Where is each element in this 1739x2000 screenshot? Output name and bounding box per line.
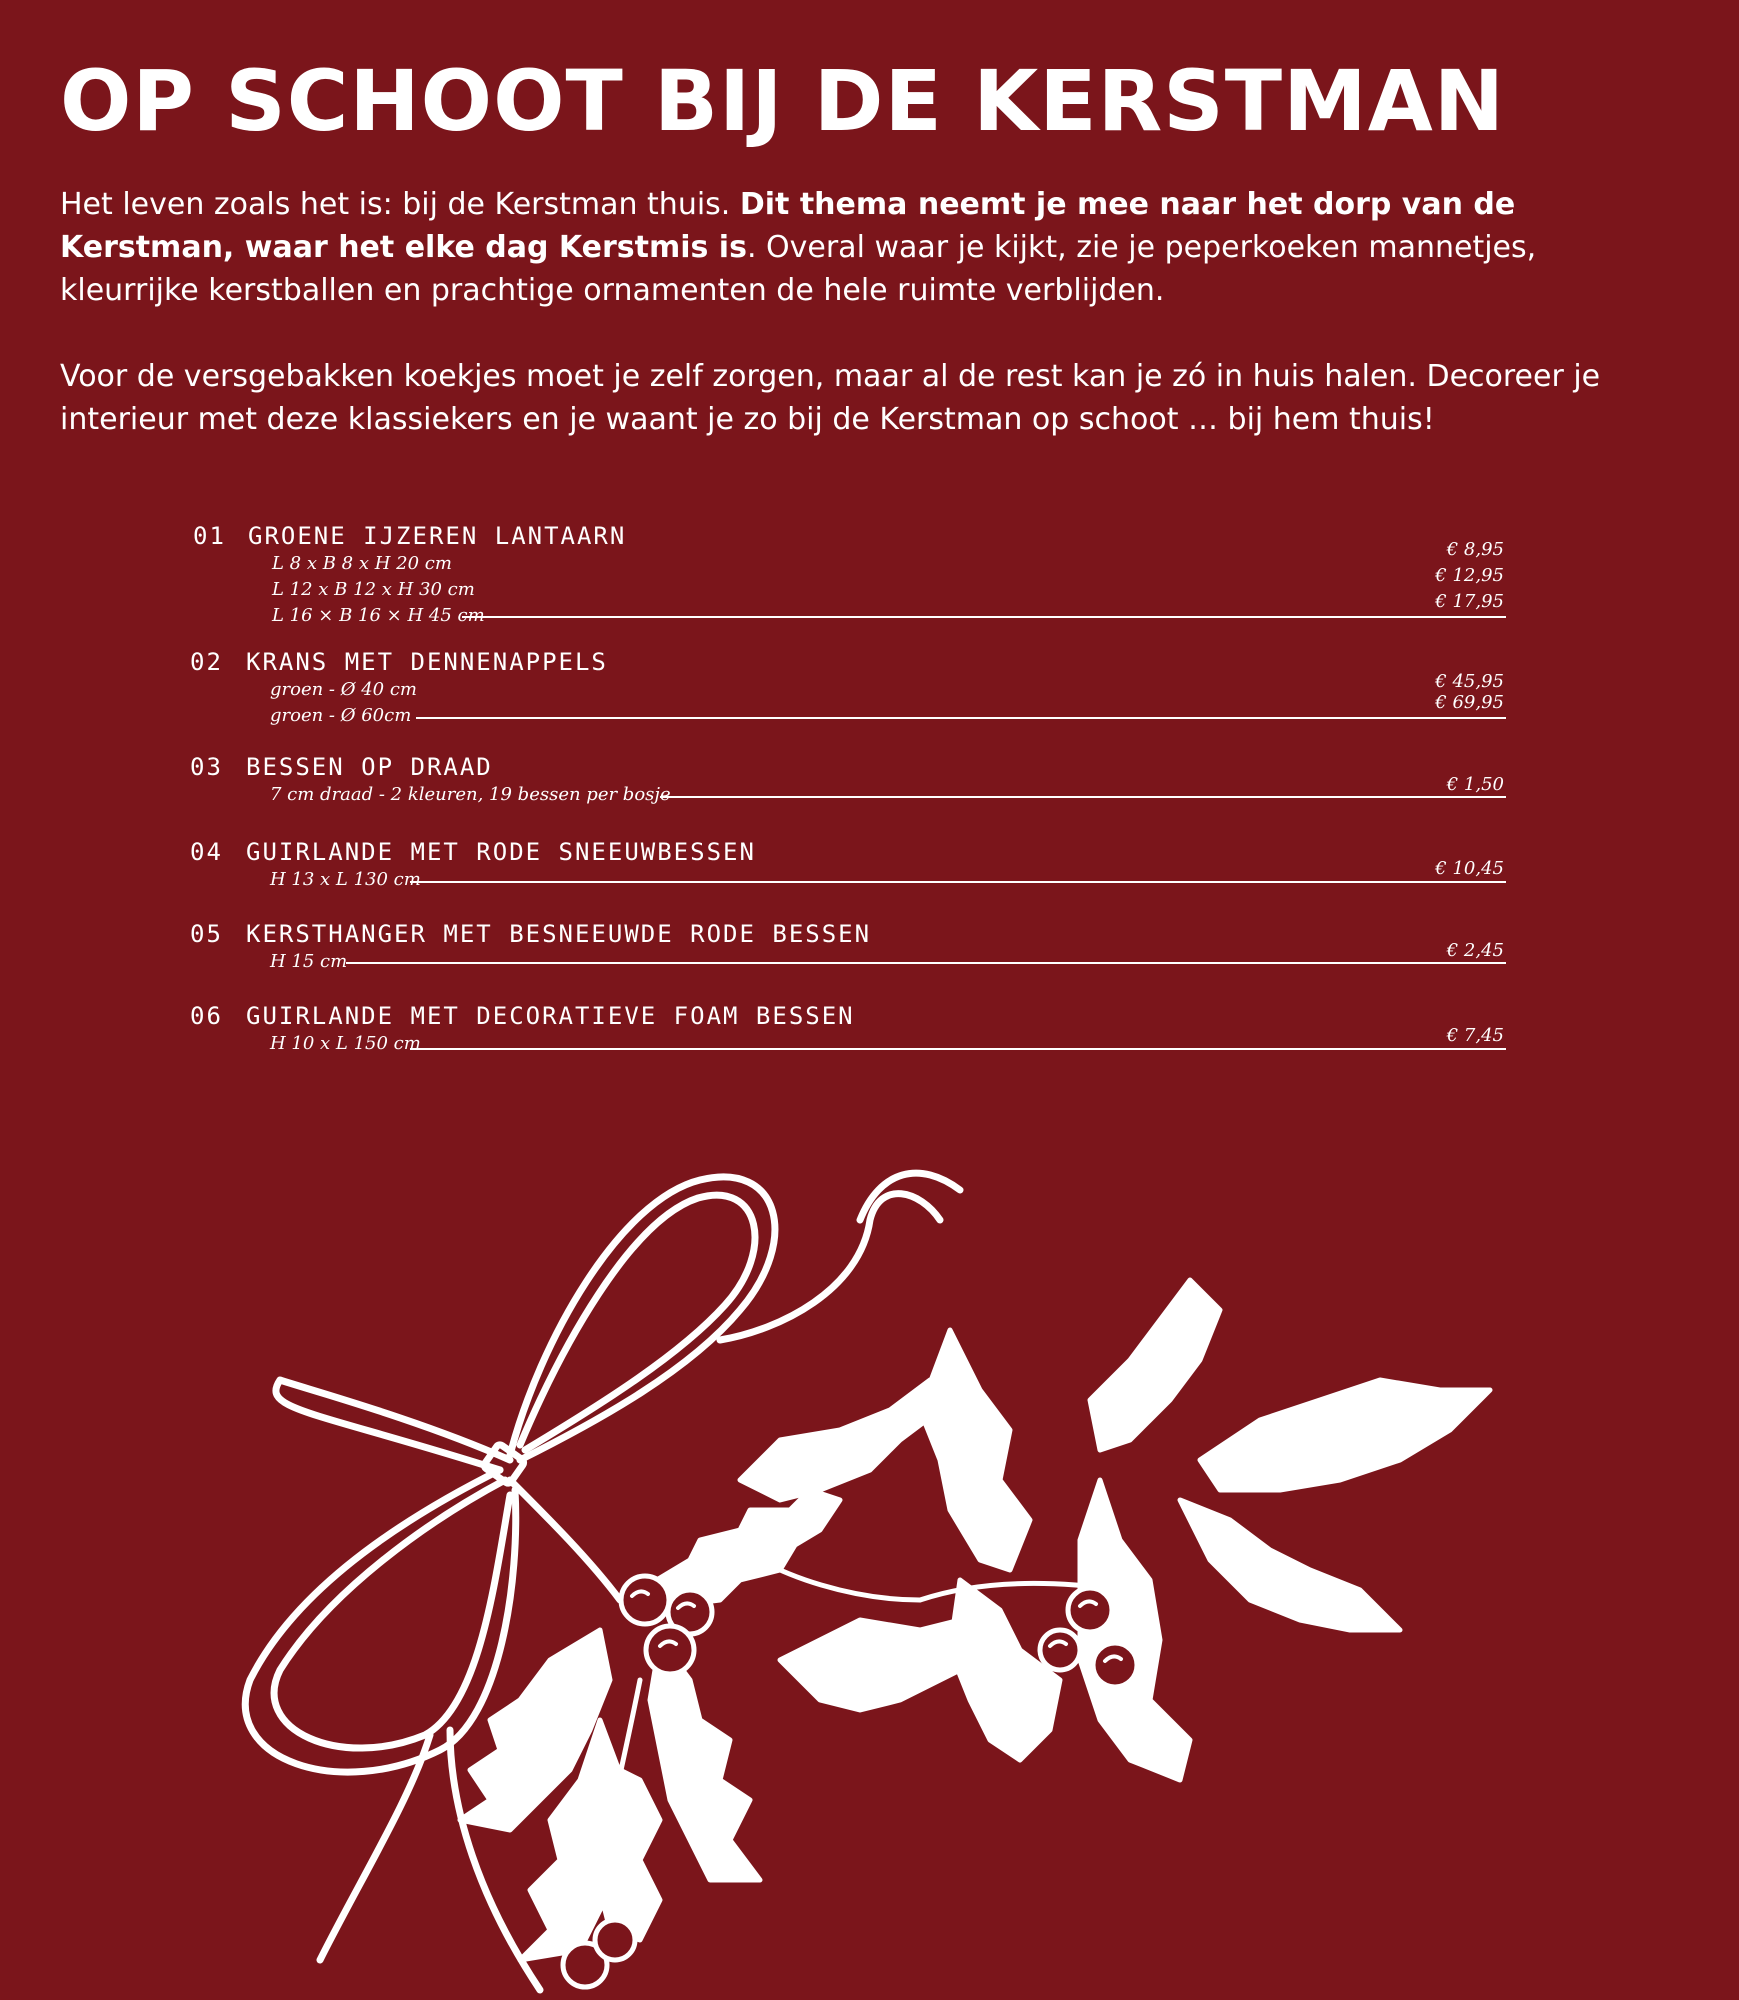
price-rule (346, 962, 1506, 964)
intro-paragraph-2: Voor de versgebakken koekjes moet je zelf zorgen, maar al de rest kan je zó in huis halen. Decoreer je interieur met deze klassiekers en je waant je zo bij de Kerstman op schoot … bij hem thuis! (60, 359, 1601, 437)
holly-and-ribbon-illustration (220, 1160, 1530, 2000)
product-spec: groen - Ø 40 cm (270, 679, 417, 700)
intro-p1-end: . Overal waar je kijkt, zie je peperkoeken mannetjes, kleurrijke kerstballen en prachtige ornamenten de hele ruimte verblijden. (60, 230, 1537, 308)
product-price: € 10,45 (1435, 858, 1504, 879)
product-spec: L 8 x B 8 x H 20 cm (272, 553, 452, 574)
product-spec: L 12 x B 12 x H 30 cm (272, 579, 475, 600)
product-spec: groen - Ø 60cm (270, 705, 412, 726)
product-number: 05 (190, 920, 223, 948)
product-spec: H 13 x L 130 cm (270, 869, 421, 890)
product-number: 06 (190, 1002, 223, 1030)
product-price: € 69,95 (1435, 692, 1504, 713)
product-number: 03 (190, 753, 223, 781)
product-name: GUIRLANDE MET DECORATIEVE FOAM BESSEN (246, 1002, 855, 1030)
product-price: € 45,95 (1435, 671, 1504, 692)
product-number: 02 (190, 648, 223, 676)
product-name: GROENE IJZEREN LANTAARN (248, 522, 627, 550)
product-name: GUIRLANDE MET RODE SNEEUWBESSEN (246, 838, 756, 866)
product-name: KRANS MET DENNENAPPELS (246, 648, 608, 676)
product-price: € 17,95 (1435, 591, 1504, 612)
product-spec: L 16 × B 16 × H 45 cm (272, 605, 485, 626)
holly-leaf-icon (460, 1280, 1490, 1960)
price-rule (410, 881, 1506, 883)
price-rule (410, 1048, 1506, 1050)
product-price: € 2,45 (1446, 940, 1504, 961)
price-rule (416, 717, 1506, 719)
product-price: € 8,95 (1446, 539, 1504, 560)
price-rule (660, 796, 1506, 798)
page-title: OP SCHOOT BIJ DE KERSTMAN (60, 52, 1506, 150)
product-number: 04 (190, 838, 223, 866)
intro-p1-start: Het leven zoals het is: bij de Kerstman thuis. (60, 187, 740, 222)
product-number: 01 (193, 522, 226, 550)
product-price: € 7,45 (1446, 1025, 1504, 1046)
product-price: € 12,95 (1435, 565, 1504, 586)
product-name: BESSEN OP DRAAD (246, 753, 493, 781)
intro-p1-bold: Dit thema neemt je mee naar het dorp van de Kerstman, waar het elke dag Kerstmis is (60, 187, 1516, 265)
product-spec: H 15 cm (270, 951, 348, 972)
product-spec: H 10 x L 150 cm (270, 1033, 421, 1054)
product-spec: 7 cm draad - 2 kleuren, 19 bessen per bosje (270, 784, 671, 805)
price-rule (462, 616, 1506, 618)
product-name: KERSTHANGER MET BESNEEUWDE RODE BESSEN (246, 920, 872, 948)
product-price: € 1,50 (1446, 774, 1504, 795)
